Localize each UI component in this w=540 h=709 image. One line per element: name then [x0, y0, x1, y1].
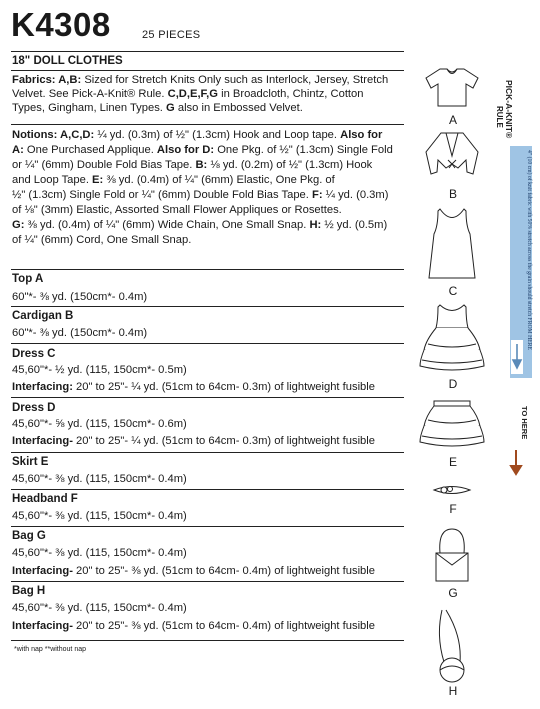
section-title-cardigan-b: Cardigan B: [12, 310, 74, 322]
figure-e-skirt-illustration: [418, 398, 486, 452]
section-yardage: 60"*- ⅜ yd. (150cm*- 0.4m): [12, 291, 148, 303]
notions-line-3: [12, 158, 372, 172]
divider: [11, 269, 404, 270]
divider: [11, 51, 404, 52]
fabrics-line-3: [12, 101, 303, 115]
figure-a-top-illustration: [420, 66, 484, 110]
figure-label-a: A: [448, 113, 457, 127]
footnote: *with nap **without nap: [14, 646, 86, 653]
figure-label-e: E: [448, 455, 457, 469]
notions-line-2: [12, 143, 393, 157]
notions-view: E:: [92, 174, 104, 186]
section-interfacing: [12, 380, 375, 394]
pieces-count: 25 PIECES: [142, 29, 201, 41]
notions-text: ⅛ yd. (0.2m) of ½" (1.3cm) Hook: [207, 159, 373, 171]
divider: [11, 124, 404, 125]
notions-view: G:: [12, 219, 25, 231]
figure-label-f: F: [449, 502, 457, 516]
pattern-title: 18" DOLL CLOTHES: [12, 55, 123, 67]
figure-f-headband-illustration: [430, 481, 474, 499]
notions-view: B:: [195, 159, 208, 171]
notions-line-5: [12, 188, 388, 202]
rule-to-here: TO HERE: [520, 406, 529, 440]
interfacing-text: 20" to 25"- ⅜ yd. (51cm to 64cm- 0.4m) of lightweight fusible: [72, 620, 375, 632]
rule-end-arrow: [511, 450, 521, 474]
fabrics-line-1: [12, 73, 388, 87]
section-title-headband-f: Headband F: [12, 493, 78, 505]
fabrics-label: Fabrics: A,B:: [12, 74, 82, 86]
figure-label-g: G: [448, 586, 458, 600]
section-yardage: 45,60"*- ⅜ yd. (115, 150cm*- 0.4m): [12, 510, 187, 522]
divider: [11, 452, 404, 453]
notions-view: Also for D:: [156, 144, 215, 156]
notions-line-1: [12, 128, 382, 142]
rule-instruction: 4" (10 cm) of knit fabric with 50% stretch across the grain should stretch FROM HERE: [526, 150, 533, 382]
divider: [11, 640, 404, 641]
section-yardage: 45,60"*- ⅜ yd. (115, 150cm*- 0.4m): [12, 473, 187, 485]
figure-d-dress-illustration: [416, 302, 488, 374]
section-title-bag-h: Bag H: [12, 585, 46, 597]
notions-view: H:: [309, 219, 322, 231]
fabrics-text: Velvet. See Pick-A-Knit® Rule.: [12, 88, 168, 100]
divider: [11, 397, 404, 398]
section-title-bag-g: Bag G: [12, 530, 46, 542]
fabrics-text: in Broadcloth, Chintz, Cotton: [217, 88, 364, 100]
fabrics-views: C,D,E,F,G: [167, 88, 218, 100]
notions-text: and Loop Tape.: [12, 174, 93, 186]
rule-label: RULE: [495, 106, 504, 128]
section-yardage: 45,60"*- ½ yd. (115, 150cm*- 0.5m): [12, 364, 187, 376]
notions-view: A:: [12, 144, 24, 156]
section-title-skirt-e: Skirt E: [12, 456, 49, 468]
figure-b-cardigan-illustration: [420, 130, 484, 186]
section-title-dress-c: Dress C: [12, 348, 56, 360]
fabrics-view-g: G: [166, 102, 175, 114]
divider: [11, 489, 404, 490]
interfacing-text: 20" to 25"- ¼ yd. (51cm to 64cm- 0.3m) of lightweight fusible: [72, 381, 375, 393]
divider: [11, 581, 404, 582]
figure-label-h: H: [448, 684, 458, 698]
notions-line-8: of ¼" (6mm) Cord, One Small Snap.: [12, 234, 192, 246]
notions-text: ½ yd. (0.5m): [321, 219, 388, 231]
interfacing-label: Interfacing-: [12, 620, 73, 632]
figure-g-bag-illustration: [426, 525, 478, 585]
divider: [11, 306, 404, 307]
interfacing-label: Interfacing:: [12, 381, 73, 393]
fabrics-text: Sized for Stretch Knits Only such as Interlock, Jersey, Stretch: [81, 74, 389, 86]
fabrics-text: also in Embossed Velvet.: [174, 102, 303, 114]
section-yardage: 45,60"*- ⅜ yd. (115, 150cm*- 0.4m): [12, 547, 187, 559]
figure-label-d: D: [448, 377, 458, 391]
notions-text: ¼ yd. (0.3m): [322, 189, 389, 201]
notions-view: F:: [311, 189, 323, 201]
notions-text: ⅜ yd. (0.4m) of ¼" (6mm) Wide Chain, One Small Snap.: [24, 219, 310, 231]
pattern-number: K4308: [11, 6, 111, 43]
notions-view: Also for: [340, 129, 383, 141]
interfacing-label: Interfacing-: [12, 435, 73, 447]
section-title-top-a: Top A: [12, 273, 44, 285]
notions-text: ½" (1.3cm) Single Fold or ¼" (6mm) Double Fold Bias Tape.: [12, 189, 312, 201]
divider: [11, 526, 404, 527]
interfacing-text: 20" to 25"- ⅜ yd. (51cm to 64cm- 0.4m) of lightweight fusible: [72, 565, 375, 577]
section-title-dress-d: Dress D: [12, 402, 56, 414]
interfacing-text: 20" to 25"- ¼ yd. (51cm to 64cm- 0.3m) of lightweight fusible: [72, 435, 375, 447]
figure-label-c: C: [448, 284, 458, 298]
figure-h-bag-illustration: [426, 606, 478, 686]
section-yardage: 60"*- ⅜ yd. (150cm*- 0.4m): [12, 327, 148, 339]
section-interfacing: [12, 434, 375, 448]
notions-text: One Purchased Applique.: [23, 144, 157, 156]
section-interfacing: [12, 619, 375, 633]
section-interfacing: [12, 564, 375, 578]
divider: [11, 343, 404, 344]
notions-line-6: of ⅛" (3mm) Elastic, Assorted Small Flower Appliques or Rosettes.: [12, 204, 342, 216]
notions-text: or ¼" (6mm) Double Fold Bias Tape.: [12, 159, 196, 171]
figure-label-b: B: [448, 187, 457, 201]
divider: [11, 70, 404, 71]
fabrics-line-2: [12, 87, 363, 101]
notions-text: ¼ yd. (0.3m) of ½" (1.3cm) Hook and Loop tape.: [94, 129, 341, 141]
section-yardage: 45,60"*- ⅝ yd. (115, 150cm*- 0.6m): [12, 418, 187, 430]
notions-line-7: [12, 218, 387, 232]
rule-brand: PICK-A-KNIT®: [504, 80, 514, 139]
section-yardage: 45,60"*- ⅜ yd. (115, 150cm*- 0.4m): [12, 602, 187, 614]
figure-c-dress-illustration: [420, 206, 484, 282]
interfacing-label: Interfacing-: [12, 565, 73, 577]
notions-line-4: [12, 173, 335, 187]
notions-text: One Pkg. of ½" (1.3cm) Single Fold: [214, 144, 393, 156]
fabrics-text: Types, Gingham, Linen Types.: [12, 102, 167, 114]
pick-a-knit-rule: [496, 78, 534, 498]
notions-label: Notions: A,C,D:: [12, 129, 95, 141]
notions-text: ⅜ yd. (0.4m) of ¼" (6mm) Elastic, One Pkg. of: [103, 174, 335, 186]
